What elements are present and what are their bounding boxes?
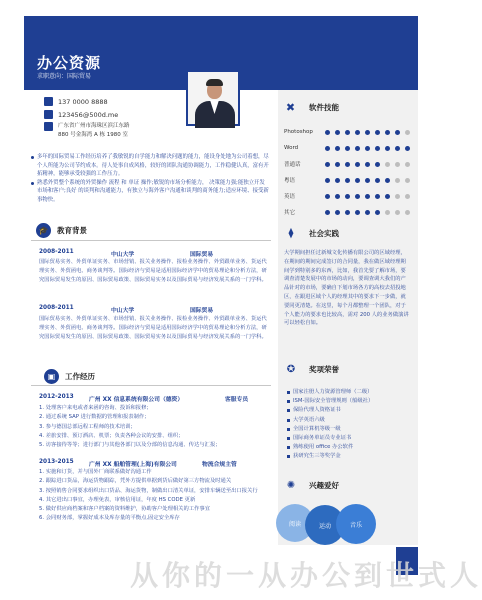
skill-label: 普通话: [284, 162, 301, 168]
skill-level-dot: [345, 146, 350, 151]
skill-level-dot: [375, 146, 380, 151]
skill-level-dot: [355, 130, 360, 135]
skill-level-dot: [375, 162, 380, 167]
social-text: 大学期间担任过新城文化传播有限公司的区域经理，在期间的期间完成签订的合同量，我在做区域经理期间学到特别多的东西，比如，我首先要了解市场，要调查清楚发展中的市场的动向，要调查调大我们的产品针对的市场，要确自下划市场各方的高校去招投地区，在跟进区域个人的经理其中的要求下一步做，就要同更清楚。在这里，每个月都整理一个团队，对于个人能力的要求也比较高，需对 200 人的业务做演讲可以轻松自如。: [284, 250, 409, 327]
self-summary: [30, 153, 270, 204]
skill-level-dot: [405, 130, 410, 135]
skill-level-dot: [345, 194, 350, 199]
hobby-bubble: 运动: [305, 505, 345, 545]
skill-level-dot: [405, 162, 410, 167]
divider: [31, 240, 271, 241]
skill-level-dot: [355, 178, 360, 183]
work-heading: ▣ 工作经历: [44, 369, 95, 384]
skill-row: [284, 156, 415, 172]
globe-icon: ✺: [286, 479, 296, 491]
honor-item: 国家注册人力资源管理师（二级）: [287, 388, 409, 397]
skill-row: [284, 124, 415, 140]
skill-level-dot: [405, 146, 410, 151]
skill-level-dot: [395, 210, 400, 215]
skill-level-dot: [325, 178, 330, 183]
skill-level-dot: [375, 178, 380, 183]
skill-level-dot: [365, 130, 370, 135]
honors-list: [287, 388, 409, 462]
hobbies-heading: ✺ 兴趣爱好: [284, 478, 339, 492]
honor-item: 熟练使用 office 办公软件: [287, 443, 409, 452]
skill-level-dot: [345, 178, 350, 183]
skill-level-dot: [335, 146, 340, 151]
skill-level-dot: [325, 130, 330, 135]
skill-row: [284, 188, 415, 204]
skill-level-dot: [395, 130, 400, 135]
skill-level-dot: [385, 130, 390, 135]
skill-level-dot: [335, 130, 340, 135]
social-heading: ⧫ 社会实践: [284, 226, 339, 240]
skill-level-dot: [395, 162, 400, 167]
honor-item: 获研究生三等奖学金: [287, 452, 409, 461]
tools-icon: ✖: [285, 101, 296, 114]
skill-level-dot: [325, 162, 330, 167]
divider: [31, 385, 271, 386]
honor-item: 保险代理人资格证书: [287, 406, 409, 415]
phone-icon: [44, 97, 53, 106]
hobby-bubble: 音乐: [336, 504, 376, 544]
job-intent: 求职意向：国际贸易: [37, 73, 92, 80]
skill-level-dot: [405, 194, 410, 199]
summary-paragraph: 熟悉外贸整个系统的外贸操作 流程 和 单证 操作;敏锐的市场分析能力， 决策能力强;能独立开发市场和客户;良好 的谈判和沟通能力，有独立与海外客户沟通和谈判的商务能力;适应环境、接受新事物快。: [30, 179, 270, 205]
skill-level-dot: [355, 162, 360, 167]
work-entry-head: 2013-2015 广州 XX 船舶管理(上海)有限公司 物流合规主管: [39, 459, 237, 468]
work-duties: 1. 处理客户来电或者来函的咨询、投诉和报修； 2. 通过系统 SAP 进行数据的管理和报表制作； 3. 参与德国总部远程工程师的技术培训； 4. 差旅安排、预订酒店、机票；负责各种会议的安排、组织； 5. 访客接待等等；进行部门与其他各部门以及分部的信息沟通、传达与汇报；: [39, 405, 221, 449]
skill-level-dot: [385, 194, 390, 199]
necktie-icon: ⧫: [288, 227, 294, 239]
email-row: [44, 108, 130, 121]
skill-level-dot: [405, 178, 410, 183]
skill-level-dot: [345, 162, 350, 167]
skill-level-dot: [355, 210, 360, 215]
profile-photo: [186, 70, 240, 126]
graduation-cap-icon: 🎓: [36, 223, 51, 238]
skill-level-dot: [375, 194, 380, 199]
skill-level-dot: [395, 194, 400, 199]
phone-row: [44, 95, 130, 108]
education-entry-text: 国际贸易实务、外贸单证实务、市场营销、报关业务操作、报检业务操作、外贸跟单业务、货运代理实务、外贸函电、商务谈判等。国际经济与贸易是适用国际经济学中的贸易理论和分析方法，研究国际贸易发生的原因、国际贸易政策、国际贸易实务以及国际贸易与经济发展关系的一门学科。: [39, 259, 267, 283]
skills-heading: ✖ 软件技能: [285, 101, 339, 114]
skill-level-dot: [325, 210, 330, 215]
skill-level-dot: [355, 194, 360, 199]
skill-level-dot: [325, 194, 330, 199]
skill-level-dot: [365, 146, 370, 151]
work-duties: 1. 实施和订货，并与国外厂商联系做好沟通工作 2. 跟踪进口货品，海运货物跟踪，凭外方提供单据到货后做好第三方物流及时通关 3. 按照销售合同要求组织出口货品、海运货物，制做出口清关单证，安排车辆送至出口报关行 4. 其它进出口事宜，办理免表，审核信用证，年度 HS CODE 更新 5. 做好供应商档案和客户档案的资料维护，协助客户处理相关的工作事宜 6. 会同财务部，掌握好成本及库存量的平衡点,固定安全库存: [39, 469, 258, 522]
honor-item: ISM-国际安全管理规则（船级社）: [287, 397, 409, 406]
watermark-text: 从你的一从办公到世式人: [130, 559, 482, 592]
work-entry-head: 2012-2013 广州 XX 信息系统有限公司（德资） 客服专员: [39, 394, 249, 403]
skill-level-dot: [325, 146, 330, 151]
honor-item: 国际商务单证员专业证书: [287, 434, 409, 443]
address-row: [44, 122, 130, 139]
skill-level-dot: [345, 130, 350, 135]
email-icon: [44, 110, 53, 119]
skill-level-dot: [335, 210, 340, 215]
skill-label: 粤语: [284, 178, 296, 184]
skill-level-dot: [365, 162, 370, 167]
address-line1: 广东省广州市海珠区滨江东路: [58, 123, 130, 129]
skill-level-dot: [385, 146, 390, 151]
skill-level-dot: [355, 146, 360, 151]
skill-level-dot: [365, 210, 370, 215]
phone-text: 137 0000 8888: [58, 97, 108, 106]
education-entry-text: 国际贸易实务、外贸单证实务、市场营销、报关业务操作、报检业务操作、外贸跟单业务、货运代理实务、外贸函电、商务谈判等。国际经济与贸易是适用国际经济学中的贸易理论和分析方法，研究国际贸易发生的原因、国际贸易政策、国际贸易实务以及国际贸易与经济发展关系的一门学科。: [39, 316, 267, 340]
education-heading: 🎓 教育背景: [36, 223, 87, 238]
skill-level-dot: [335, 178, 340, 183]
summary-paragraph: 多年的国际贸易工作经历培养了我敏锐的自学能力和解决问题的能力，能设身处地为公司着想，尽个人所能为公司节约成本。待人处事自成风格，较好的团队沟通协调能力，工作稳健认真，富有开拓精神，能够承受较强的工作压力。: [30, 153, 270, 179]
skill-label: 英语: [284, 194, 296, 200]
location-icon: [44, 122, 53, 131]
honor-item: 大学英语六级: [287, 416, 409, 425]
honors-heading: ✪ 奖项荣誉: [284, 362, 339, 376]
skill-label: 其它: [284, 210, 296, 216]
skills-list: [284, 124, 415, 220]
skill-level-dot: [395, 146, 400, 151]
education-entry-head: 2008-2011 中山大学 国际贸易: [39, 305, 214, 314]
skill-level-dot: [385, 162, 390, 167]
skill-level-dot: [365, 178, 370, 183]
award-icon: ✪: [286, 363, 296, 375]
contact-block: [44, 95, 130, 139]
skill-label: Word: [284, 145, 299, 151]
skill-level-dot: [385, 210, 390, 215]
skill-level-dot: [375, 210, 380, 215]
hobby-bubble: 阅读: [276, 504, 314, 542]
briefcase-icon: ▣: [44, 369, 59, 384]
honor-item: 全国计算机等级一级: [287, 425, 409, 434]
skill-row: [284, 140, 415, 156]
skill-level-dot: [335, 162, 340, 167]
skill-row: [284, 172, 415, 188]
skill-label: Photoshop: [284, 129, 313, 135]
skill-level-dot: [375, 130, 380, 135]
skill-level-dot: [405, 210, 410, 215]
skill-level-dot: [385, 178, 390, 183]
skill-level-dot: [335, 194, 340, 199]
email-text: 123456@500d.me: [58, 110, 119, 119]
skill-level-dot: [395, 178, 400, 183]
address-line2: 880 号金海湾 A 栋 1980 室: [58, 131, 128, 138]
candidate-name: 办公资源: [37, 54, 102, 72]
skill-row: [284, 204, 415, 220]
skill-level-dot: [365, 194, 370, 199]
education-entry-head: 2008-2011 中山大学 国际贸易: [39, 249, 214, 258]
skill-level-dot: [345, 210, 350, 215]
